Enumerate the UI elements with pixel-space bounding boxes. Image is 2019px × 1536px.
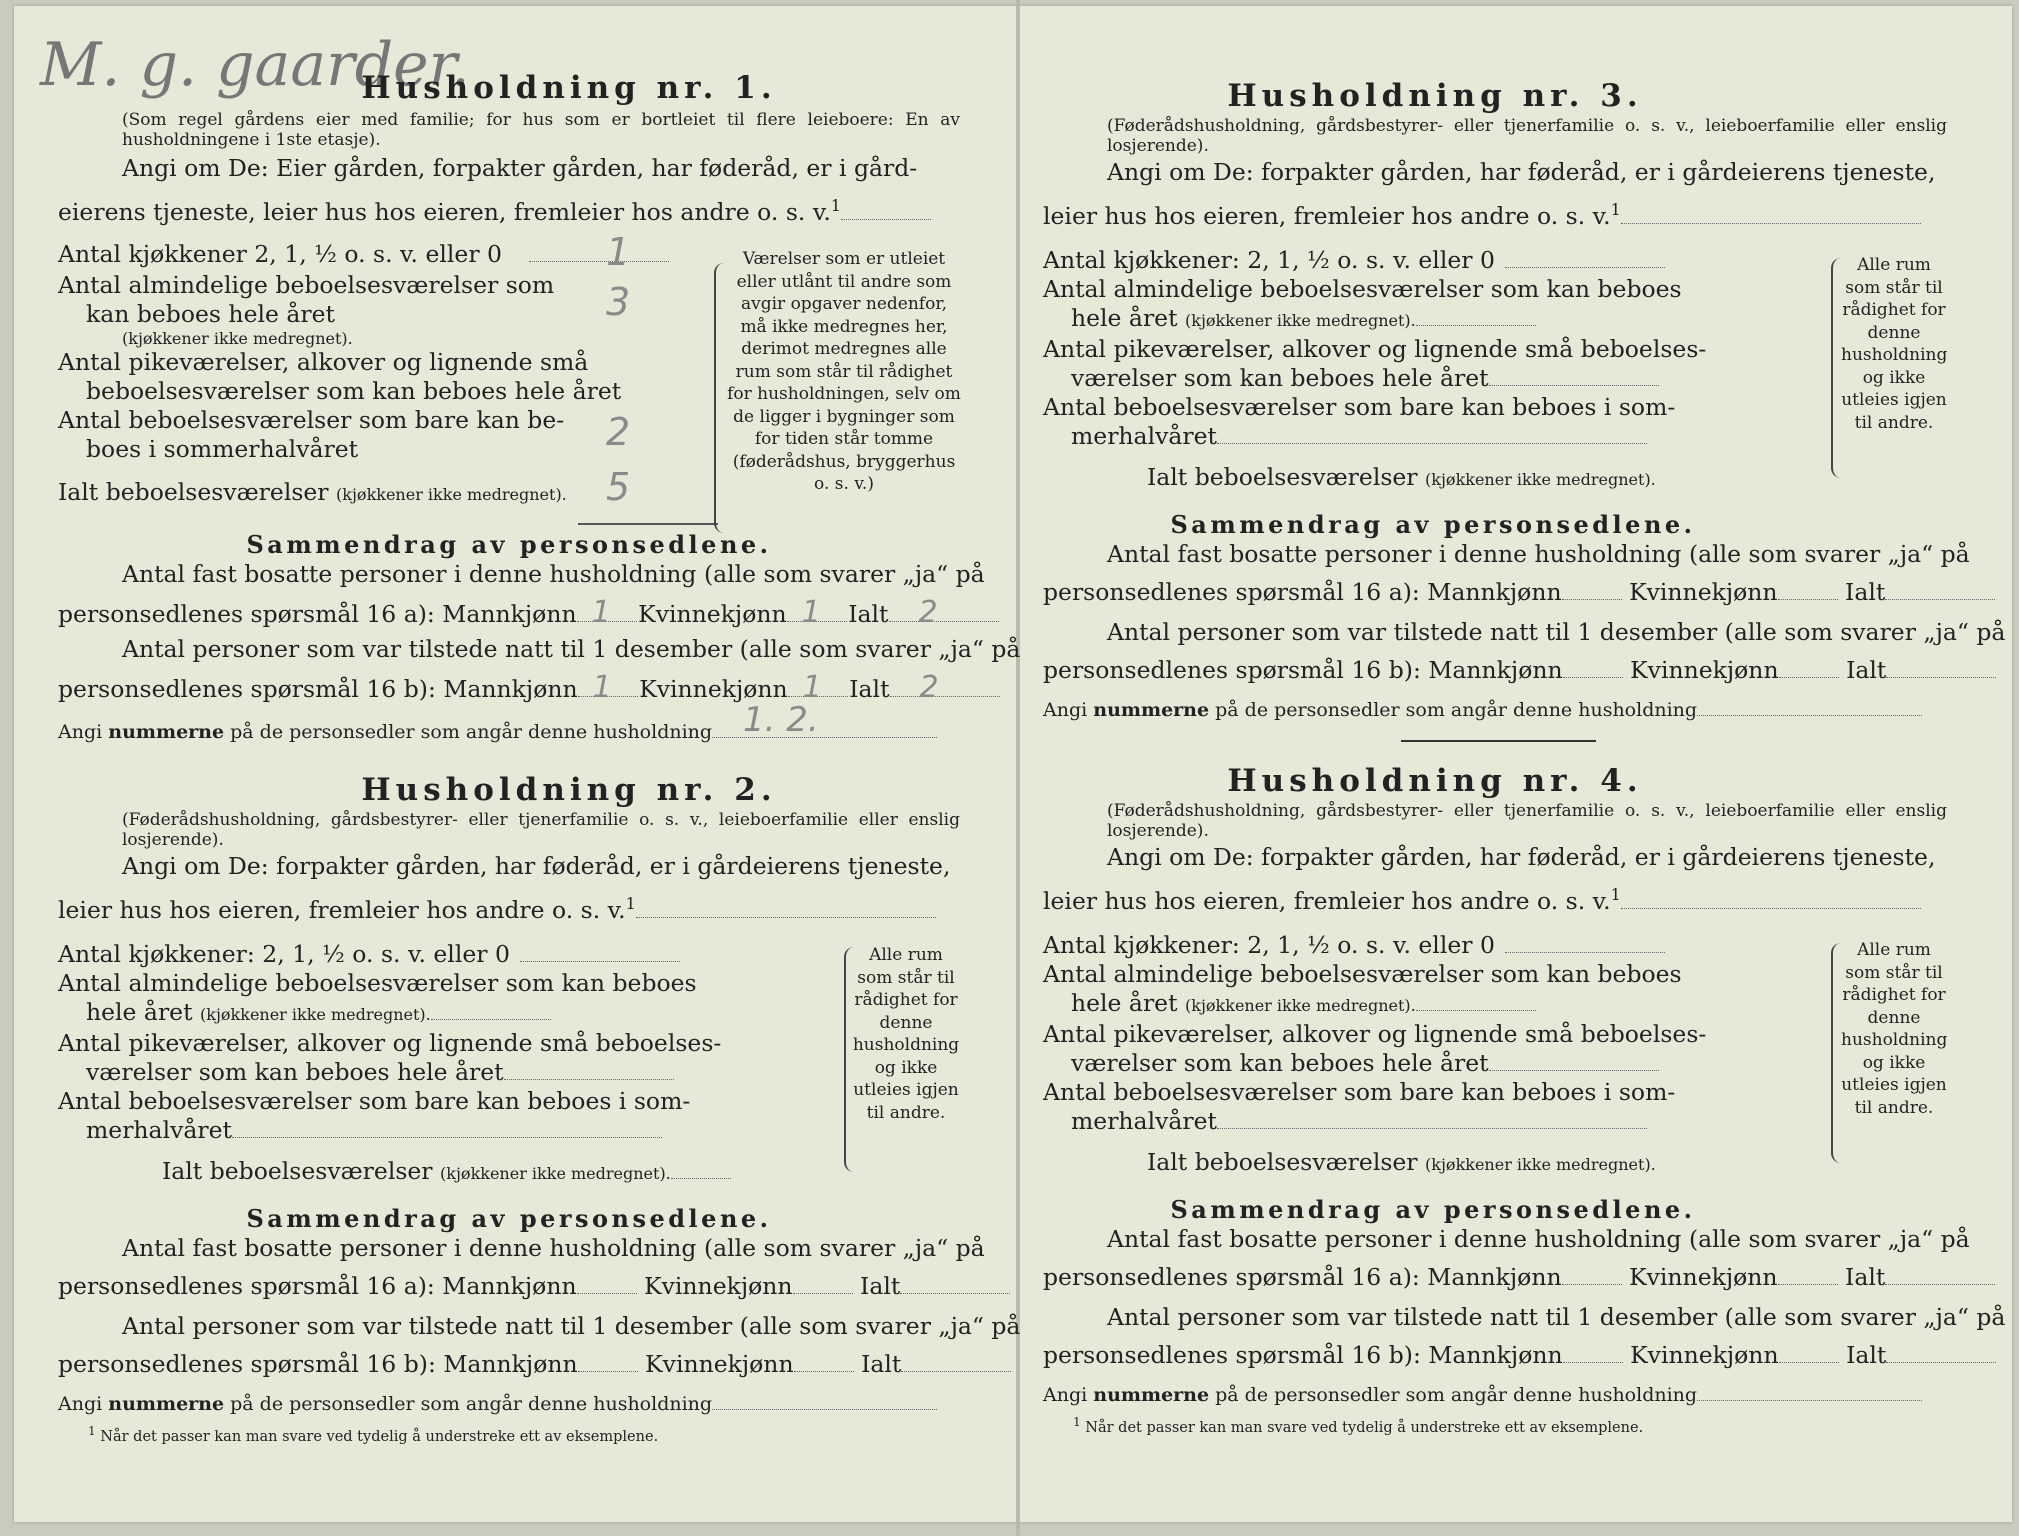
ialt-label: Ialt beboelsesværelser <box>1147 1148 1418 1176</box>
footnote-text: Når det passer kan man svare ved tydelig å understreke ett av eksemplene. <box>100 1428 659 1445</box>
line <box>577 1292 637 1294</box>
angi-bold: nummerne <box>1093 1384 1210 1406</box>
angi-bold: nummerne <box>108 721 225 743</box>
line <box>1621 907 1921 909</box>
line <box>1778 1283 1838 1285</box>
ialt-short: Ialt <box>1846 1341 1887 1369</box>
side-note: Alle rum som står til rådighet for denne husholdning og ikke utleies igjen til andre. <box>852 945 960 1123</box>
household-subtitle: (Føderådshusholdning, gårdsbestyrer- eller tjenerfamilie o. s. v., leieboerfamilie eller enslig losjerende). <box>1107 116 1947 156</box>
ialt-label: Ialt beboelsesværelser <box>162 1157 433 1185</box>
line <box>1697 714 1922 716</box>
line <box>1885 598 1995 600</box>
row-16a <box>1043 1263 1995 1292</box>
footnote: $^1$ Når det passer kan man svare ved tydelig å understreke ett av eksemplene. <box>88 1424 659 1445</box>
angi-pre: Angi <box>1043 699 1088 721</box>
pike-label: Antal pikeværelser, alkover og lignende små <box>58 348 589 376</box>
ownership-question: Angi om De: forpakter gården, har føderåd, er i gårdeierens tjeneste, <box>1107 843 1936 871</box>
row-16b <box>1043 656 1996 685</box>
kvinne-label: Kvinnekjønn <box>644 1272 793 1300</box>
pike-label: Antal pikeværelser, alkover og lignende små beboelses- <box>1043 1020 1707 1048</box>
ialt-short: Ialt <box>860 1272 901 1300</box>
tilstede-label: Antal personer som var tilstede natt til 1 desember (alle som svarer „ja“ på <box>122 1312 1021 1340</box>
footnote-text: Når det passer kan man svare ved tydelig å understreke ett av eksemplene. <box>1085 1419 1644 1436</box>
value-16b-kvinne: 1 <box>802 670 822 705</box>
separator <box>1401 740 1596 742</box>
line <box>504 1078 674 1080</box>
pike-label: Antal pikeværelser, alkover og lignende små beboelses- <box>1043 335 1707 363</box>
row-nummerne <box>1043 1381 1922 1410</box>
line <box>578 1370 638 1372</box>
tilstede-label: Antal personer som var tilstede natt til 1 desember (alle som svarer „ja“ på <box>1107 618 2006 646</box>
row-16b <box>1043 1341 1996 1370</box>
line <box>1416 324 1536 326</box>
row-nummerne <box>58 1390 937 1419</box>
line <box>794 1370 854 1372</box>
line <box>1886 1361 1996 1363</box>
angi-post: på de personsedler som angår denne husholdning <box>230 721 713 743</box>
value-16b-ialt: 2 <box>919 670 939 705</box>
line <box>1505 266 1665 268</box>
sommer-label-cont: merhalvåret <box>1071 1107 1217 1135</box>
alm-label: Antal almindelige beboelsesværelser som kan beboes <box>1043 275 1682 303</box>
value-16a-ialt: 2 <box>918 595 938 630</box>
spm16b-label: personsedlenes spørsmål 16 b): Mannkjønn <box>58 1350 578 1378</box>
kvinne-label: Kvinnekjønn <box>645 1350 794 1378</box>
ialt-note: (kjøkkener ikke medregnet). <box>1425 470 1656 489</box>
line <box>901 1370 1011 1372</box>
side-bracket <box>714 263 726 533</box>
line <box>1697 1399 1922 1401</box>
line <box>793 1292 853 1294</box>
line <box>1885 1283 1995 1285</box>
angi-bold: nummerne <box>108 1393 225 1415</box>
line <box>1217 442 1647 444</box>
alm-note: (kjøkkener ikke medregnet). <box>122 329 353 348</box>
pike-label-cont: værelser som kan beboes hele året <box>1071 364 1489 392</box>
tilstede-label: Antal personer som var tilstede natt til 1 desember (alle som svarer „ja“ på <box>122 635 1021 663</box>
sommer-label: Antal beboelsesværelser som bare kan beboes i som- <box>1043 393 1676 421</box>
ownership-question: Angi om De: forpakter gården, har føderåd, er i gårdeierens tjeneste, <box>1107 158 1936 186</box>
angi-pre: Angi <box>58 1393 103 1415</box>
summary-title: Sammendrag av personsedlene. <box>246 1204 772 1233</box>
line <box>1416 1009 1536 1011</box>
household-subtitle: (Som regel gårdens eier med familie; for hus som er bortleiet til flere leieboere: En av husholdningene i 1ste etasje). <box>122 110 960 150</box>
ialt-short: Ialt <box>1845 578 1886 606</box>
ownership-question: Angi om De: forpakter gården, har føderåd, er i gårdeierens tjeneste, <box>122 852 951 880</box>
value-16a-mann: 1 <box>591 595 611 630</box>
household-2: Husholdning nr. 2. (Føderådshusholdning, gårdsbestyrer- eller tjenerfamilie o. s. v., leieboerfamilie eller enslig losjerende). Angi om De: forpakter gården, har føderåd, er i gårdeierens tjeneste, leier hus hos eieren, fremleier hos andre o. s. v.$^1$ Antal kjøkkener: 2, 1, ½ o. s. v. eller 0 Antal almindelige beboelsesværelser som kan beboes hele året (kjøkkener ikke medregnet). Antal pikeværelser, alkover og lignende små beboelses- værelser som kan beboes hele året Antal beboelsesværelser som bare kan beboes i som- merhalvåret Ialt beboelsesværelser (kjøkkener ikke medregnet). Alle rum som står til rådighet for denne husholdning og ikke utleies igjen til andre. Sammendrag av personsedlene. Antal fast bosatte personer i denne husholdning (alle som svarer „ja“ på personsedlenes spørsmål 16 a): Mannkjønn Kvinnekjønn Ialt Antal personer som var tilstede natt til 1 desember (alle som svarer „ja“ på personsedlenes spørsmål 16 b): Mannkjønn Kvinnekjønn Ialt Angi nummerne på de personsedler som angår denne husholdning $^1$ Når det passer kan man svare ved tydelig å understreke ett av eksemplene. <box>58 772 1021 1445</box>
spm16b-label: personsedlenes spørsmål 16 b): Mannkjønn <box>1043 1341 1563 1369</box>
line <box>1778 598 1838 600</box>
ialt-note: (kjøkkener ikke medregnet). <box>336 485 567 504</box>
ialt-underline <box>578 523 718 525</box>
page-fold <box>1016 0 1020 1536</box>
line <box>900 1292 1010 1294</box>
side-note: Værelser som er utleiet eller utlånt til andre som avgir opgaver nedenfor, må ikke medregnes her, derimot medregnes alle rum som står til rådighet for husholdningen, selv om de ligger i bygninger som for tiden står tomme (føderådshus, bryggerhus o. s. v.) <box>727 249 961 494</box>
sommer-label: Antal beboelsesværelser som bare kan beboes i som- <box>1043 1078 1676 1106</box>
alm-label-cont: hele året <box>1071 304 1178 332</box>
line <box>232 1136 662 1138</box>
ownership-question-cont: leier hus hos eieren, fremleier hos andre o. s. v. <box>1043 886 1611 915</box>
fast-label: Antal fast bosatte personer i denne husholdning (alle som svarer „ja“ på <box>1107 540 1970 568</box>
kvinne-label: Kvinnekjønn <box>1630 1341 1779 1369</box>
value-16a-kvinne: 1 <box>801 595 821 630</box>
value-alm: 3 <box>606 280 631 324</box>
line <box>1886 676 1996 678</box>
ialt-short: Ialt <box>848 600 889 628</box>
pike-label-cont: værelser som kan beboes hele året <box>1071 1049 1489 1077</box>
spm16a-label: personsedlenes spørsmål 16 a): Mannkjønn <box>1043 1263 1562 1291</box>
line <box>1217 1127 1647 1129</box>
angi-pre: Angi <box>1043 1384 1088 1406</box>
pike-label-cont: beboelsesværelser som kan beboes hele året <box>86 377 622 405</box>
alm-label-cont: kan beboes hele året <box>86 300 335 328</box>
sommer-label: Antal beboelsesværelser som bare kan beboes i som- <box>58 1087 691 1115</box>
alm-label: Antal almindelige beboelsesværelser som kan beboes <box>1043 960 1682 988</box>
line <box>1562 1283 1622 1285</box>
angi-bold: nummerne <box>1093 699 1210 721</box>
spm16a-label: personsedlenes spørsmål 16 a): Mannkjønn <box>1043 578 1562 606</box>
pike-label: Antal pikeværelser, alkover og lignende små beboelses- <box>58 1029 722 1057</box>
alm-label-cont: hele året <box>86 998 193 1026</box>
kvinne-label: Kvinnekjønn <box>1630 656 1779 684</box>
line <box>1562 598 1622 600</box>
line <box>889 620 999 622</box>
value-nummerne: 1. 2. <box>743 700 819 740</box>
row-16a <box>58 595 938 630</box>
line <box>890 695 1000 697</box>
spm16a-label: personsedlenes spørsmål 16 a): Mannkjønn <box>58 600 577 628</box>
household-subtitle: (Føderådshusholdning, gårdsbestyrer- eller tjenerfamilie o. s. v., leieboerfamilie eller enslig losjerende). <box>122 810 960 850</box>
ialt-short: Ialt <box>1846 656 1887 684</box>
side-note: Alle rum som står til rådighet for denne husholdning og ikke utleies igjen til andre. <box>1841 940 1948 1118</box>
ialt-short: Ialt <box>1845 1263 1886 1291</box>
value-kjokkener: 1 <box>606 230 631 274</box>
value-ialt: 5 <box>606 465 631 509</box>
row-nummerne <box>1043 696 1922 725</box>
summary-title: Sammendrag av personsedlene. <box>1170 510 1696 539</box>
row-16a <box>1043 578 1995 607</box>
household-1: Husholdning nr. 1. (Som regel gårdens eier med familie; for hus som er bortleiet til flere leieboere: En av husholdningene i 1ste etasje). Angi om De: Eier gården, forpakter gården, har føderåd, er i gård- eierens tjeneste, leier hus hos eieren, fremleier hos andre o. s. v.$^1$ Antal kjøkkener 2, 1, ½ o. s. v. eller 0 Antal almindelige beboelsesværelser som kan beboes hele året (kjøkkener ikke medregnet). Antal pikeværelser, alkover og lignende små beboelsesværelser som kan beboes hele året Antal beboelsesværelser som bare kan be- boes i sommerhalvåret Ialt beboelsesværelser (kjøkkener ikke medregnet). 1 3 2 5 Værelser som er utleiet eller utlånt til andre som avgir opgaver nedenfor, må ikke medregnes her, derimot medregnes alle rum som står til rådighet for husholdningen, selv om de ligger i bygninger som for tiden står tomme (føderådshus, bryggerhus o. s. v.) Sammendrag av personsedlene. Antal fast bosatte personer i denne husholdning (alle som svarer „ja“ på personsedlenes spørsmål 16 a): Mannkjønn 1 Kvinnekjønn 1 Ialt 2 Antal personer som var tilstede natt til 1 desember (alle som svarer „ja“ på personsedlenes spørsmål 16 b): Mannkjønn 1 Kvinnekjønn 1 Ialt 2 Angi nummerne på de personsedler som angår denne husholdning 1. 2. <box>58 70 960 227</box>
household-3: Husholdning nr. 3. (Føderådshusholdning, gårdsbestyrer- eller tjenerfamilie o. s. v., leieboerfamilie eller enslig losjerende). Angi om De: forpakter gården, har føderåd, er i gårdeierens tjeneste, leier hus hos eieren, fremleier hos andre o. s. v.$^1$ Antal kjøkkener: 2, 1, ½ o. s. v. eller 0 Antal almindelige beboelsesværelser som kan beboes hele året (kjøkkener ikke medregnet). Antal pikeværelser, alkover og lignende små beboelses- værelser som kan beboes hele året Antal beboelsesværelser som bare kan beboes i som- merhalvåret Ialt beboelsesværelser (kjøkkener ikke medregnet). Alle rum som står til rådighet for denne husholdning og ikke utleies igjen til andre. Sammendrag av personsedlene. Antal fast bosatte personer i denne husholdning (alle som svarer „ja“ på personsedlenes spørsmål 16 a): Mannkjønn Kvinnekjønn Ialt Antal personer som var tilstede natt til 1 desember (alle som svarer „ja“ på personsedlenes spørsmål 16 b): Mannkjønn Kvinnekjønn Ialt Angi nummerne på de personsedler som angår denne husholdning <box>1043 78 1947 231</box>
pike-label-cont: værelser som kan beboes hele året <box>86 1058 504 1086</box>
ialt-label: Ialt beboelsesværelser <box>1147 463 1418 491</box>
kjokkener-label: Antal kjøkkener: 2, 1, ½ o. s. v. eller 0 <box>1043 246 1495 274</box>
household-title: Husholdning nr. 2. <box>361 772 777 808</box>
kjokkener-label: Antal kjøkkener 2, 1, ½ o. s. v. eller 0 <box>58 240 502 268</box>
kjokkener-line <box>529 260 669 262</box>
sommer-label: Antal beboelsesværelser som bare kan be- <box>58 406 565 434</box>
kvinne-label: Kvinnekjønn <box>639 675 788 703</box>
household-title: Husholdning nr. 3. <box>1227 78 1643 114</box>
line <box>1779 676 1839 678</box>
alm-label: Antal almindelige beboelsesværelser som kan beboes <box>58 969 697 997</box>
angi-post: på de personsedler som angår denne husholdning <box>1215 1384 1698 1406</box>
ownership-question-cont: eierens tjeneste, leier hus hos eieren, fremleier hos andre o. s. v. <box>58 197 831 226</box>
sommer-label-cont: merhalvåret <box>86 1116 232 1144</box>
line <box>671 1177 731 1179</box>
value-16b-mann: 1 <box>592 670 612 705</box>
line <box>1779 1361 1839 1363</box>
alm-label-cont: hele året <box>1071 989 1178 1017</box>
line <box>1563 676 1623 678</box>
fast-label: Antal fast bosatte personer i denne husholdning (alle som svarer „ja“ på <box>122 560 985 588</box>
row-16a <box>58 1272 1010 1301</box>
sommer-label-cont: merhalvåret <box>1071 422 1217 450</box>
row-16b <box>58 1350 1011 1379</box>
ialt-short: Ialt <box>849 675 890 703</box>
fast-label: Antal fast bosatte personer i denne husholdning (alle som svarer „ja“ på <box>122 1234 985 1262</box>
line <box>1621 222 1921 224</box>
side-note: Alle rum som står til rådighet for denne husholdning og ikke utleies igjen til andre. <box>1841 255 1948 433</box>
ownership-answer-line <box>841 218 931 220</box>
kvinne-label: Kvinnekjønn <box>1629 578 1778 606</box>
household-title: Husholdning nr. 4. <box>1227 763 1643 799</box>
line <box>431 1018 551 1020</box>
angi-post: på de personsedler som angår denne husholdning <box>1215 699 1698 721</box>
footnote: $^1$ Når det passer kan man svare ved tydelig å understreke ett av eksemplene. <box>1073 1415 1644 1436</box>
spm16b-label: personsedlenes spørsmål 16 b): Mannkjønn <box>58 675 578 703</box>
value-sommer: 2 <box>606 410 631 454</box>
ownership-question-cont: leier hus hos eieren, fremleier hos andre o. s. v. <box>58 895 626 924</box>
kjokkener-label: Antal kjøkkener: 2, 1, ½ o. s. v. eller 0 <box>58 940 510 968</box>
angi-pre: Angi <box>58 721 103 743</box>
alm-note: (kjøkkener ikke medregnet). <box>200 1005 431 1024</box>
handwritten-header: M. g. gaarder. <box>40 30 470 100</box>
alm-label: Antal almindelige beboelsesværelser som <box>58 271 555 299</box>
alm-note: (kjøkkener ikke medregnet). <box>1185 996 1416 1015</box>
kvinne-label: Kvinnekjønn <box>1629 1263 1778 1291</box>
spm16a-label: personsedlenes spørsmål 16 a): Mannkjønn <box>58 1272 577 1300</box>
summary-title: Sammendrag av personsedlene. <box>246 530 772 559</box>
tilstede-label: Antal personer som var tilstede natt til 1 desember (alle som svarer „ja“ på <box>1107 1303 2006 1331</box>
ialt-note: (kjøkkener ikke medregnet). <box>440 1164 671 1183</box>
ialt-label: Ialt beboelsesværelser <box>58 478 329 506</box>
kjokkener-label: Antal kjøkkener: 2, 1, ½ o. s. v. eller 0 <box>1043 931 1495 959</box>
sommer-label-cont: boes i sommerhalvåret <box>86 435 359 463</box>
fast-label: Antal fast bosatte personer i denne husholdning (alle som svarer „ja“ på <box>1107 1225 1970 1253</box>
household-subtitle: (Føderådshusholdning, gårdsbestyrer- eller tjenerfamilie o. s. v., leieboerfamilie eller enslig losjerende). <box>1107 801 1947 841</box>
summary-title: Sammendrag av personsedlene. <box>1170 1195 1696 1224</box>
household-4: Husholdning nr. 4. (Føderådshusholdning, gårdsbestyrer- eller tjenerfamilie o. s. v., leieboerfamilie eller enslig losjerende). Angi om De: forpakter gården, har føderåd, er i gårdeierens tjeneste, leier hus hos eieren, fremleier hos andre o. s. v.$^1$ Antal kjøkkener: 2, 1, ½ o. s. v. eller 0 Antal almindelige beboelsesværelser som kan beboes hele året (kjøkkener ikke medregnet). Antal pikeværelser, alkover og lignende små beboelses- værelser som kan beboes hele året Antal beboelsesværelser som bare kan beboes i som- merhalvåret Ialt beboelsesværelser (kjøkkener ikke medregnet). Alle rum som står til rådighet for denne husholdning og ikke utleies igjen til andre. Sammendrag av personsedlene. Antal fast bosatte personer i denne husholdning (alle som svarer „ja“ på personsedlenes spørsmål 16 a): Mannkjønn Kvinnekjønn Ialt Antal personer som var tilstede natt til 1 desember (alle som svarer „ja“ på personsedlenes spørsmål 16 b): Mannkjønn Kvinnekjønn Ialt Angi nummerne på de personsedler som angår denne husholdning $^1$ Når det passer kan man svare ved tydelig å understreke ett av eksemplene. <box>1043 763 2006 1436</box>
kvinne-label: Kvinnekjønn <box>638 600 787 628</box>
line <box>1505 951 1665 953</box>
line <box>1489 1069 1659 1071</box>
household-title: Husholdning nr. 1. <box>361 70 777 106</box>
ownership-question-cont: leier hus hos eieren, fremleier hos andre o. s. v. <box>1043 201 1611 230</box>
line <box>1489 384 1659 386</box>
line <box>712 1408 937 1410</box>
alm-note: (kjøkkener ikke medregnet). <box>1185 311 1416 330</box>
spm16b-label: personsedlenes spørsmål 16 b): Mannkjønn <box>1043 656 1563 684</box>
line <box>520 960 680 962</box>
angi-post: på de personsedler som angår denne husholdning <box>230 1393 713 1415</box>
ownership-question: Angi om De: Eier gården, forpakter gården, har føderåd, er i gård- <box>122 154 918 182</box>
line <box>636 916 936 918</box>
ialt-short: Ialt <box>861 1350 902 1378</box>
line <box>1563 1361 1623 1363</box>
ialt-note: (kjøkkener ikke medregnet). <box>1425 1155 1656 1174</box>
